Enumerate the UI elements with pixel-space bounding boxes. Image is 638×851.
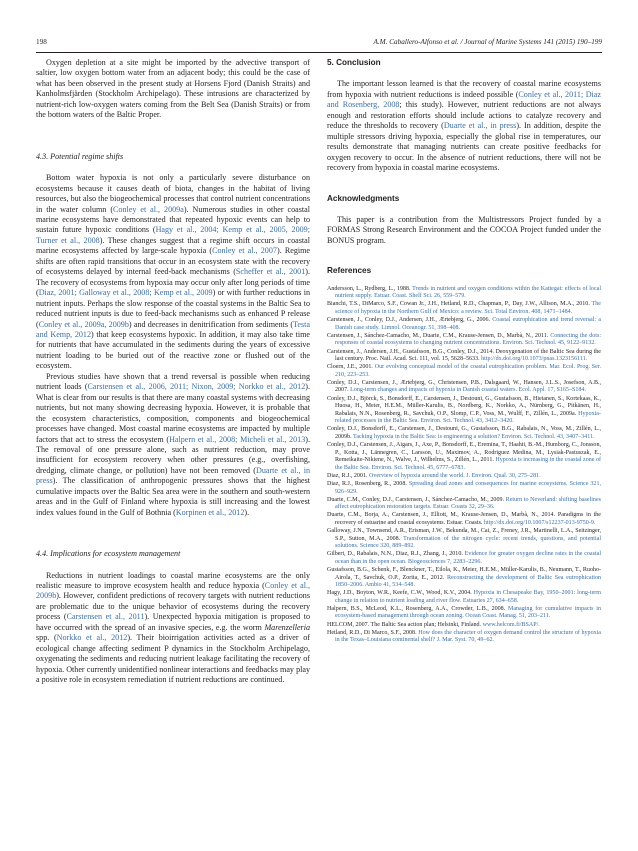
reference-authors: Diaz, R.J., Rosenberg, R., 2008. [327, 481, 409, 487]
reference-item [327, 622, 601, 630]
reference-item [327, 497, 601, 512]
text: Bottom water hypoxia is not only a particularly severe disturbance on ecosystems because it causes death of biota, changes in the habitat of living resources, but also the biogeochemical processes that control nutrient concentrations in the water column ( [36, 173, 310, 214]
reference-link[interactable]: The science of hypoxia in the Northern Gulf of Mexico: a review. Sci. Total Environ. 408, 1471–1484. [335, 301, 601, 316]
text: ). Numerous studies in other coastal marine ecosystems have demonstrated that repeated hypoxic events can help to sustain future hypoxic conditions ( [36, 204, 310, 235]
text: ) and decreases in denitrification from sediments ( [128, 319, 294, 329]
species-name: Marenzelleria [264, 622, 310, 632]
citation-link[interactable]: Korpinen et al., 2012 [175, 507, 245, 517]
reference-item [327, 528, 601, 551]
reference-authors: Conley, D.J., Bonsdorff, E., Carstensen, J., Destouni, G., Gustafsson, B.G., Rabalais, N., Voss, M., Zillén, L., 2009b. [327, 426, 601, 440]
reference-item [327, 396, 601, 426]
reference-link[interactable]: Tacking hypoxia in the Baltic Sea: is engineering a solution? Environ. Sci. Technol. 43, 3407–3411. [353, 433, 595, 440]
reference-link[interactable]: Coastal eutrophication and trend reversal: a Danish case study. Limnol. Oceanogr. 51, 398–408. [335, 317, 601, 331]
section-heading-acknowledgments: Acknowledgments [327, 193, 400, 203]
reference-item [327, 473, 601, 481]
text: spp. ( [36, 633, 57, 643]
reference-link[interactable]: http://dx.doi.org/10.1007/s12237-013-9750-9. [483, 519, 596, 526]
reference-authors: Gilbert, D., Rabalais, N.N., Diaz, R.J., Zhang, J., 2010. [327, 551, 465, 558]
reference-authors: Galloway, J.N., Townsend, A.R., Erisman, J.W., Bekunda, M., Cai, Z., Freney, J.R., Martinelli, L.A., Seitzinger, S.P., Sutton, M.A., 2008. [327, 528, 601, 542]
reference-link[interactable]: http://dx.doi.org/10.1073/pnas.1323156111. [481, 356, 588, 363]
reference-link[interactable]: Trends in nutrient and oxygen conditions within the Kattegat: effects of local nutrient supply. Estuar. Coast. Shelf Sci. 26, 559–579. [335, 285, 601, 300]
reference-authors: Carstensen, J., Sánchez-Camacho, M., Duarte, C.M., Krause-Jensen, D., Marbà, N., 2011. [327, 332, 551, 339]
citation-link[interactable]: Duarte et al., in press [36, 465, 310, 486]
text: ) or with further reductions in nutrient inputs. Perhaps the slow response of the coastal systems in the Baltic Sea to reduced nutrient inputs is due to feed-back mechanisms such as enhanced P release ( [36, 288, 310, 329]
reference-link[interactable]: Evidence for greater oxygen decline rates in the coastal ocean than in the open ocean. Biogeosciences 7, 2283–2296. [335, 551, 601, 565]
reference-item [327, 630, 601, 645]
text: Reductions in nutrient loadings to coastal marine ecosystems are the only realistic measure to improve ecosystem health and reduce hypoxia ( [36, 570, 310, 591]
citation-link[interactable]: Norkko et al., 2012 [56, 633, 128, 643]
section-heading-4-3: 4.3. Potential regime shifts [36, 151, 124, 161]
reference-item [327, 590, 601, 605]
left-column [36, 58, 310, 686]
reference-item [327, 349, 601, 364]
text: ). In addition, despite the multiple stressors driving hypoxia, especially the global rise in temperatures, our results demonstrate that managing nutrients can create positive feedbacks for oxygen recovery to occur. In the absence of nutrient reductions, there will not be recovery from hypoxia in coastal marine ecosystems. [327, 121, 601, 173]
right-column [327, 58, 601, 645]
citation-link[interactable]: Conley et al., 2009b [36, 581, 311, 601]
text: ). [244, 507, 250, 517]
reference-item [327, 317, 601, 332]
text: Oxygen depletion at a site might be imported by the advective transport of saltier, low oxygen bottom water from an adjacent body; this could be the case of what has been observed in the present study at Horsens Fjord (Danish Straits) and Kanholmsfjärden (Stockholm Archipelago). These intrusions are characterized by nutrient-rich low-oxygen waters coming from the Belt Sea (Danish Straits) or from the bottom waters of the Baltic Proper. [36, 58, 310, 120]
text: ). The recovery of ecosystems from hypoxia may occur only after long periods of time ( [36, 267, 310, 298]
text: ). However, confident predictions of recovery targets with nutrient reductions are problematic due to the unique behavior of ecosystems during the recovery process ( [36, 591, 310, 622]
citation-link[interactable]: Diaz, 2001; Galloway et al., 2008; Kemp et al., 2009 [38, 288, 213, 298]
reference-authors: Hagy, J.D., Boyton, W.R., Keefe, C.W., Wood, K.V., 2004. [327, 590, 474, 597]
citation-link[interactable]: Halpern et al., 2008; Micheli et al., 2013 [169, 434, 306, 444]
text: ). These changes suggest that a regime shift occurs in coastal marine ecosystems affected by large-scale hypoxia ( [36, 235, 310, 256]
section-heading-4-4: 4.4. Implications for ecosystem management [36, 549, 181, 559]
text: ; this study). However, nutrient reductions are not always enough and restoration efforts should include actions to catalyze recovery and reduce the thresholds to recovery ( [327, 100, 601, 131]
header-rule [36, 52, 602, 53]
reference-item [327, 442, 601, 472]
paragraph-conclusion [327, 79, 601, 173]
reference-item [327, 364, 601, 379]
text: The important lesson learned is that the recovery of coastal marine ecosystems from hypoxia with nutrient reductions is indeed possible ( [327, 79, 601, 99]
reference-item [327, 567, 601, 590]
citation-link[interactable]: Hagy et al., 2004; Kemp et al., 2005, 2009; Turner et al., 2008 [36, 225, 310, 245]
reference-authors: Duarte, C.M., Conley, D.J., Carstensen, J., Sánchez-Camacho, M., 2009. [327, 496, 506, 503]
paragraph-management [36, 571, 310, 686]
reference-link[interactable]: Long-term changes and impacts of hypoxia in Danish coastal waters. Ecol. Appl. 17, S165–S184. [350, 387, 586, 394]
section-heading-references: References [327, 266, 372, 276]
reference-link[interactable]: Hypoxia is increasing in the coastal zone of the Baltic Sea. Environ. Sci. Technol. 45, 6777–6783. [335, 457, 602, 471]
reference-item [327, 301, 601, 316]
text: ). Unexpected hypoxia mitigation is proposed to have occurred with the spread of an invasive species, e.g. the worm [36, 612, 310, 632]
reference-item [327, 481, 601, 496]
text: ). What is clear from our results is that there are many coastal systems with decreasing nutrients, but not many showing decreasing hypoxia. However, it is probable that the ecosystem characteristics, composition, components and biogeochemical processes have changed. Most coastal marine ecosystems are impacted by multiple factors that act to stress the ecosystem ( [36, 382, 310, 444]
reference-authors: Cloern, J.E., 2001. [327, 364, 375, 371]
reference-item [327, 286, 601, 301]
reference-item [327, 551, 601, 566]
reference-link[interactable]: Connecting the dots: responses of coastal ecosystems to changing nutrient concentrations. Environ. Sci. Technol. 45, 9122–9132. [335, 332, 601, 347]
reference-authors: Halpern, B.S., McLeod, K.L., Rosenberg, A.A., Crowder, L.B., 2008. [327, 605, 508, 612]
text: ). Their bioirrigation activities acted as a driver of ecological change affecting sediment P dynamics in the Stockholm Archipelago, oxygenating the sediments and reducing nutrient leakage facilitating the recovery of hypoxia. Other currently unidentified nonlinear interactions and feedbacks may play a positive role in ecosystem remediation if nutrient reductions are continued. [36, 633, 310, 685]
reference-authors: Carstensen, J., Andersen, J.H., Gustafsson, B.G., Conley, D.J., 2014. Deoxygenation of the Baltic Sea during the last century. Proc. Natl. Acad. Sci. 111, vol. 15, 5628–5633. [327, 348, 601, 363]
citation-link[interactable]: Testa and Kemp, 2012 [36, 319, 310, 339]
reference-authors: Duarte, C.M., Borja, A., Carstensen, J., Elliott, M., Krause-Jensen, D., Marbà, N., 2014. Paradigms in the recovery of estuarine and coastal ecosystems. Estuar. Coasts. [327, 512, 601, 526]
reference-item [327, 380, 601, 395]
citation-link[interactable]: Carstensen et al., 2006, 2011; Nixon, 2009; Norkko et al., 2012 [87, 382, 306, 392]
reference-link[interactable]: Spreading dead zones and consequences for marine ecosystems. Science 321, 926–929. [335, 481, 601, 495]
running-header [36, 38, 602, 50]
reference-authors: Hetland, R.D., Di Marco, S.F., 2008. [327, 629, 419, 636]
reference-link[interactable]: www.helcom.fi/BSAP/. [482, 621, 540, 628]
reference-authors: HELCOM, 2007. The Baltic Sea action plan; Helsinki, Finland. [327, 621, 483, 628]
reference-item [327, 512, 601, 527]
reference-link[interactable]: Our evolving conceptual model of the coastal eutrophication problem. Mar. Ecol. Prog. Ser. 210, 223–253. [335, 364, 601, 378]
journal-citation: A.M. Caballero-Alfonso et al. / Journal of Marine Systems 141 (2015) 190–199 [373, 38, 602, 46]
reference-authors: Diaz, R.J., 2001. [327, 472, 369, 479]
citation-link[interactable]: Conley et al., 2009a [113, 204, 184, 214]
reference-authors: Conley, D.J., Carstensen, J., Ærtebjerg, G., Christensen, P.B., Dalsgaard, W., Hansen, J.L.S., Josefson, A.B., 2007. [327, 379, 601, 394]
paragraph-acknowledgments: This paper is a contribution from the Multistressors Project funded by a FORMAS Strong Research Environment and the COCOA Project funded under the BONUS program. [327, 214, 601, 245]
reference-authors: Andersson, L., Rydberg, L., 1988. [327, 285, 413, 292]
citation-link[interactable]: Duarte et al., in press [443, 121, 517, 131]
reference-authors: Gustafsson, B.G., Schenk, F., Blenckner, T., Eilola, K., Meier, H.E.M., Müller-Karulis, B., Neumann, T., Ruoho-Airola, T., Savchuk, O.P., Zorita, E., 2012. [327, 566, 601, 581]
text: ). The classification of anthropogenic pressures shows that the highest cumulative impacts over the Baltic Sea area were in the southern and south-western areas and in the Gulf of Finland where hypoxia is still increasing and the lowest index values found in the Gulf of Bothnia ( [36, 476, 310, 517]
reference-authors: Conley, D.J., Björck, S., Bonsdorff, E., Carstensen, J., Destouni, G., Gustafsson, B., Hietanen, S., Kortekaas, K., Huosa, H., Meier, H.E.M., Müller-Karulis, B., Nordberg, K., Norkko, A., Nürnberg, G., Pitkänen, H., Rabalais, N.N., Rosenberg, R., Savchuk, O.P., Slomp, C.P., Voss, M., Wulff, F., Zillén, L., 2009a. [327, 395, 601, 417]
reference-link[interactable]: Return to Neverland: shifting baselines affect eutrophication restoration targets. Estuar. Coasts 32, 29–36. [335, 496, 601, 511]
reference-link[interactable]: Managing for cumulative impacts in ecosystem-based management through ocean zoning. Ocean Coast. Manag. 51, 203–211. [335, 605, 601, 620]
reference-list [327, 286, 601, 645]
reference-authors: Conley, D.J., Carstensen, J., Aigars, J., Axe, P., Bonsdorff, E., Eremina, T., Haahti, B.-M., Humborg, C., Jonsson, P., Kotta, J., Lännegren, C., Larsson, U., Maximov, A., Rodriguez Medina, M., Lysiak-Pastuszak, E., Remeikaite-Nikiene, N., Walve, J., Wilhelms, S., Zillén, L., 2011. [327, 442, 601, 464]
section-heading-conclusion: 5. Conclusion [327, 58, 381, 67]
citation-link[interactable]: Conley et al., 2011; Diaz and Rosenberg, 2008 [327, 89, 601, 110]
reference-link[interactable]: Transformation of the nitrogen cycle: recent trends, questions, and potential solutions. Science 320, 889–892. [335, 535, 601, 550]
reference-link[interactable]: Reconstructing the development of Baltic Sea eutrophication 1850–2006. Ambio 41, 534–548. [335, 574, 601, 589]
reference-link[interactable]: Hypoxia-related processes in the Baltic Sea. Environ. Sci. Technol. 43, 3412–3420. [335, 410, 601, 425]
reference-link[interactable]: Hypoxia in Chesapeake Bay, 1950–2001: long-term change in relation to nutrient loading and river flow. Estuaries 27, 634–658. [335, 590, 601, 604]
reference-authors: Carstensen, J., Conley, D.J., Andersen, J.H., Ærtebjerg, G., 2006. [327, 317, 493, 324]
paragraph-oxygen-intrusion [36, 58, 310, 121]
paragraph-trend-reversal [36, 372, 310, 518]
reference-authors: Bianchi, T.S., DiMarco, S.F., Cowan Jr., J.H., Hetland, R.D., Chapman, P., Day, J.W., Allison, M.A., 2010. [327, 301, 592, 308]
page-number: 198 [36, 38, 47, 46]
citation-link[interactable]: Conley et al., 2009a, 2009b [38, 319, 129, 329]
text: Previous studies have shown that a trend reversal is possible when reducing nutrient loads ( [36, 371, 310, 392]
text: ). The removal of one pressure alone, such as nutrient reduction, may prove insufficient for ecosystem recovery when other pressures (e.g., overfishing, dredging, climate change, or pollution) have not been removed ( [36, 434, 310, 475]
citation-link[interactable]: Scheffer et al., 2001 [235, 267, 306, 277]
text: ). Regime shifts are often rapid transitions that occur in an ecosystem state with the recovery of ecosystems delayed by internal feed-back mechanisms ( [36, 246, 311, 277]
text: ) that keep ecosystems hypoxic. In addition, it may also take time for nutrients that have accumulated in the sediments during the years of excessive nutrient loading to be buried out of the reactive zone or flushed out of the ecosystem. [36, 329, 310, 371]
reference-link[interactable]: How does the character of oxygen demand control the structure of hypoxia in the Texas–Louisiana continental shelf? J. Mar. Syst. 70, 49–62. [335, 629, 601, 644]
paragraph-regime-shifts [36, 173, 310, 372]
citation-link[interactable]: Conley et al., 2007 [212, 246, 277, 256]
reference-link[interactable]: Overview of hypoxia around the world. J. Environ. Qual. 30, 275–281. [369, 472, 541, 479]
reference-item [327, 426, 601, 441]
citation-link[interactable]: Carstensen et al., 2011 [66, 612, 145, 622]
reference-item [327, 606, 601, 621]
reference-item [327, 333, 601, 348]
